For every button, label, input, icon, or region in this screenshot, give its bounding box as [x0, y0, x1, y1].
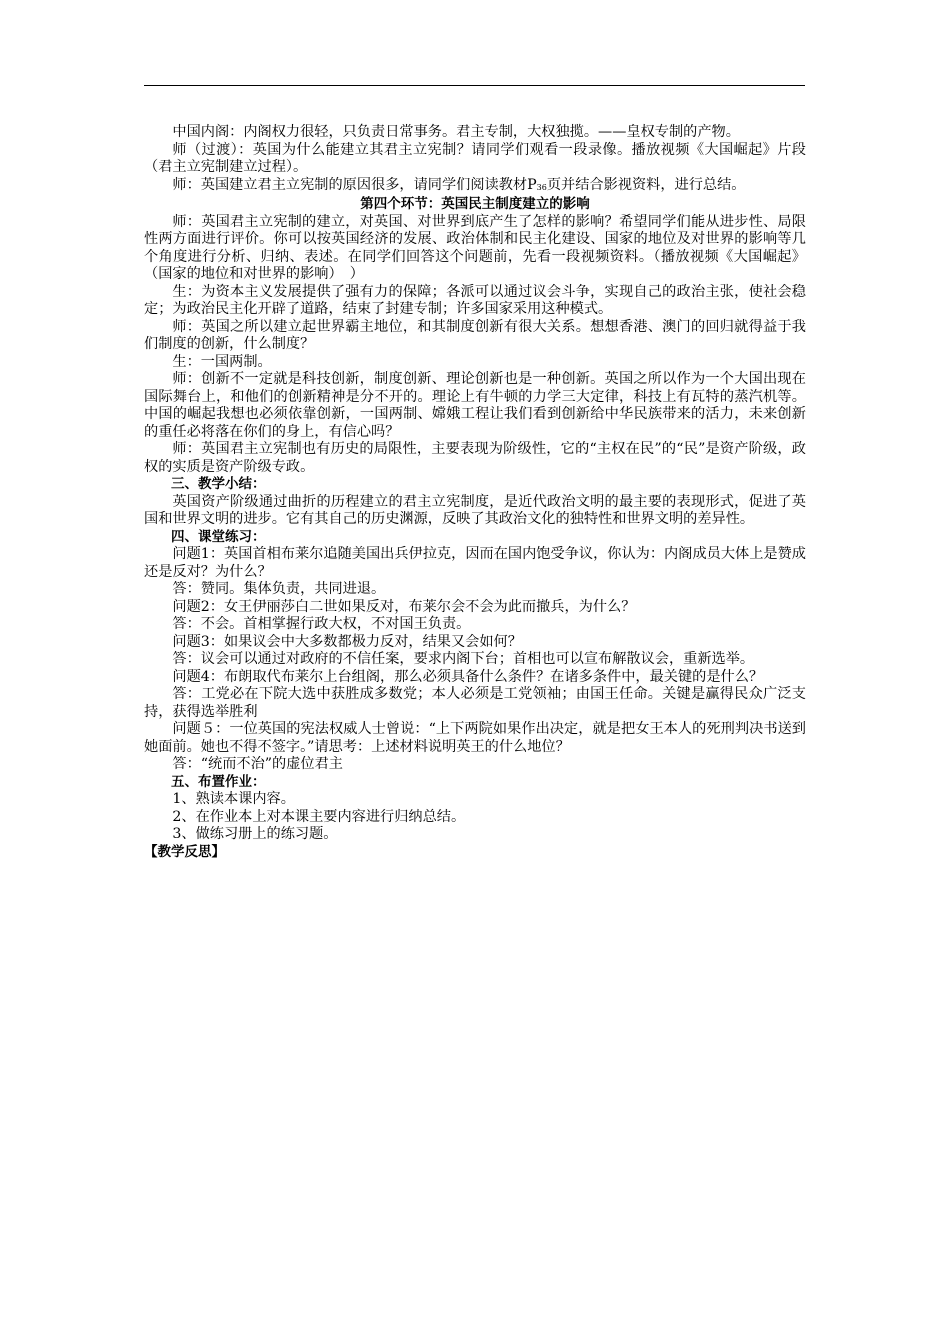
page-number-subscript: 36	[536, 182, 547, 192]
homework-item-3: 3、做练习册上的练习题。	[172, 826, 338, 842]
homework-heading: 五、布置作业：	[171, 773, 266, 790]
exercise-heading: 四、课堂练习：	[171, 528, 266, 545]
exercise-question-3: 问题3：如果议会中大多数都极力反对，结果又会如何？	[172, 633, 522, 650]
paragraph-teacher-question: 师：英国君主立宪制的建立，对英国、对世界到底产生了怎样的影响？希望同学们能从进步性、局限性两方面进行评价。你可以按英国经济的发展、政治体制和民主化建设、国家的地位及对世界的影响等几个角度进行分析、归纳、表述。在同学们回答这个问题前，先看一段视频资料。（播放视频《大国崛起》（国家的地位和对世界的影响） ）	[144, 213, 806, 282]
summary-heading: 三、教学小结：	[171, 476, 266, 492]
paragraph-textbook-reading: 师：英国建立君主立宪制的原因很多，请同学们阅读教材$P_{36}$页并结合影视资料，进行总结。	[172, 176, 746, 193]
document-body	[144, 124, 806, 861]
exercise-question-1: 问题1：英国首相布莱尔追随美国出兵伊拉克，因而在国内饱受争议，你认为：内阁成员大体上是赞成还是反对？为什么？	[144, 546, 806, 580]
paragraph-teacher-innovation: 师：创新不一定就是科技创新，制度创新、理论创新也是一种创新。英国之所以作为一个大国出现在国际舞台上，和他们的创新精神是分不开的。理论上有牛顿的力学三大定律，科技上有瓦特的蒸汽机等。中国的崛起我想也必须依靠创新，一国两制、嫦娥工程让我们看到创新给中华民族带来的活力，未来创新的重任必将落在你们的身上，有信心吗？	[144, 371, 806, 440]
paragraph-teacher-limitation: 师：英国君主立宪制也有历史的局限性，主要表现为阶级性，它的“主权在民”的“民”是资产阶级，政权的实质是资产阶级专政。	[144, 441, 806, 475]
exercise-answer-3: 答：议会可以通过对政府的不信任案，要求内阁下台；首相也可以宣布解散议会，重新选举。	[172, 651, 755, 667]
homework-item-1: 1、熟读本课内容。	[172, 791, 295, 807]
reflection-heading: 【教学反思】	[144, 843, 225, 860]
paragraph-teacher-hegemony: 师：英国之所以建立起世界霸主地位，和其制度创新有很大关系。想想香港、澳门的回归就得益于我们制度的创新，什么制度？	[144, 318, 806, 352]
exercise-answer-5: 答：“统而不治”的虚位君主	[172, 756, 343, 772]
exercise-answer-2: 答：不会。首相掌握行政大权，不对国王负责。	[172, 616, 471, 632]
exercise-question-4: 问题4：布朗取代布莱尔上台组阁，那么必须具备什么条件？在诸多条件中，最关键的是什么？	[172, 668, 764, 685]
exercise-answer-4: 答：工党必在下院大选中获胜成多数党；本人必须是工党领袖；由国王任命。关键是赢得民众广泛支持，获得选举胜利	[144, 686, 806, 720]
paragraph-student-one-country: 生：一国两制。	[172, 353, 272, 370]
header-rule	[144, 85, 805, 86]
summary-paragraph: 英国资产阶级通过曲折的历程建立的君主立宪制度，是近代政治文明的最主要的表现形式，促进了英国和世界文明的进步。它有其自己的历史渊源，反映了其政治文化的独特性和世界文明的差异性。	[144, 493, 806, 527]
paragraph-student-answer: 生：为资本主义发展提供了强有力的保障；各派可以通过议会斗争，实现自己的政治主张，使社会稳定；为政治民主化开辟了道路，结束了封建专制；许多国家采用这种模式。	[144, 283, 806, 317]
paragraph-china-cabinet: 中国内阁：内阁权力很轻，只负责日常事务。君主专制，大权独揽。——皇权专制的产物。	[172, 124, 740, 140]
stage4-heading: 第四个环节：英国民主制度建立的影响	[360, 196, 590, 212]
exercise-question-5: 问题５：一位英国的宪法权威人士曾说：“上下两院如果作出决定，就是把女王本人的死刑判决书送到她面前。她也不得不签字。”请思考：上述材料说明英王的什么地位？	[144, 721, 806, 755]
homework-item-2: 2、在作业本上对本课主要内容进行归纳总结。	[172, 808, 466, 825]
paragraph-transition: 师（过渡）：英国为什么能建立其君主立宪制？请同学们观看一段录像。播放视频《大国崛起》片段（君主立宪制建立过程）。	[144, 141, 806, 175]
exercise-answer-1: 答：赞同。集体负责，共同进退。	[172, 581, 386, 597]
exercise-question-2: 问题2：女王伊丽莎白二世如果反对，布莱尔会不会为此而撤兵，为什么？	[172, 598, 636, 615]
